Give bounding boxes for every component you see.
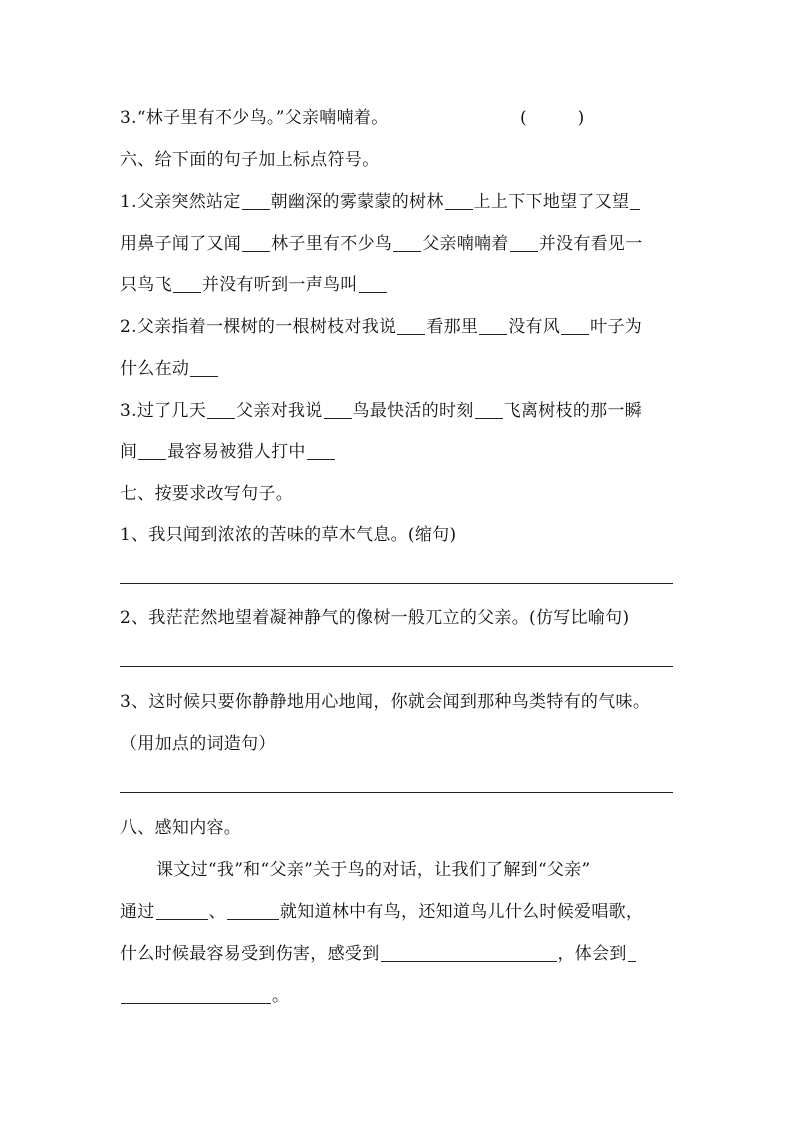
s1-text-9: 并没有听到一声鸟叫 <box>201 275 358 295</box>
s1-text-7: 并没有看见一 <box>538 234 643 254</box>
s7-q3-line2: （用加点的词造句） <box>120 734 276 754</box>
punct-blank[interactable] <box>324 400 352 419</box>
s2-line2 <box>120 357 219 381</box>
s2-text-1: 2.父亲指着一棵树的一根树枝对我说 <box>120 317 397 337</box>
section6-title: 六、给下面的句子加上标点符号。 <box>120 150 380 170</box>
section7-title: 七、按要求改写句子。 <box>120 484 293 504</box>
s3-text-5: 间 <box>120 442 138 462</box>
q3-judge-line <box>120 106 389 130</box>
answer-line-2[interactable] <box>120 666 673 667</box>
fill-blank[interactable] <box>156 901 208 920</box>
s8-sep: 、 <box>208 902 226 922</box>
punct-blank[interactable] <box>173 274 201 293</box>
s8-line2 <box>120 900 643 924</box>
s2-line1 <box>120 315 642 339</box>
s7-q2: 2、我茫茫然地望着凝神静气的像树一般兀立的父亲。(仿写比喻句) <box>120 608 630 628</box>
s8-text-c: 什么时候最容易受到伤害，感受到 <box>120 944 380 964</box>
punct-blank[interactable] <box>479 316 507 335</box>
s1-text-2: 朝幽深的雾蒙蒙的树林 <box>270 192 444 212</box>
punct-blank[interactable] <box>242 233 270 252</box>
fill-blank[interactable] <box>121 985 271 1004</box>
s1-text-1: 1.父亲突然站定 <box>120 192 241 212</box>
punct-blank[interactable] <box>190 358 218 377</box>
s3-text-4: 飞离树枝的那一瞬 <box>503 401 643 421</box>
s2-text-3: 没有风 <box>508 317 561 337</box>
punct-blank[interactable] <box>207 400 235 419</box>
s8-line4 <box>120 984 289 1008</box>
punct-blank[interactable] <box>307 441 335 460</box>
s3-text-3: 鸟最快活的时刻 <box>352 401 474 421</box>
fill-blank[interactable] <box>227 901 279 920</box>
punct-blank[interactable] <box>393 233 421 252</box>
s8-line1: 课文过“我”和“父亲”关于鸟的对话，让我们了解到“父亲” <box>156 860 591 880</box>
fill-blank[interactable] <box>628 943 636 962</box>
s3-line1 <box>120 399 642 423</box>
s3-line2 <box>120 440 336 464</box>
section8-title: 八、感知内容。 <box>120 818 242 838</box>
punct-blank[interactable] <box>630 191 640 210</box>
s1-text-4: 用鼻子闻了又闻 <box>120 234 242 254</box>
s3-text-1: 3.过了几天 <box>120 401 207 421</box>
punct-blank[interactable] <box>561 316 589 335</box>
answer-line-3[interactable] <box>120 792 673 793</box>
s7-q1: 1、我只闻到浓浓的苦味的草木气息。(缩句) <box>120 525 457 545</box>
punct-blank[interactable] <box>138 441 166 460</box>
s8-text-d: ，体会到 <box>557 944 627 964</box>
punct-blank[interactable] <box>359 274 387 293</box>
answer-line-1[interactable] <box>120 583 673 584</box>
s1-text-8: 只鸟飞 <box>120 275 172 295</box>
s3-text-6: 最容易被猎人打中 <box>167 442 306 462</box>
s2-text-5: 什么在动 <box>120 359 190 379</box>
q3-judge-text: 3.“林子里有不少鸟。”父亲喃喃着。 <box>120 108 389 128</box>
s8-text-a: 通过 <box>120 902 155 922</box>
punct-blank[interactable] <box>510 233 538 252</box>
punct-blank[interactable] <box>445 191 473 210</box>
punct-blank[interactable] <box>242 191 270 210</box>
s1-text-3: 上上下下地望了又望 <box>473 192 630 212</box>
s8-line3 <box>120 942 637 966</box>
fill-blank[interactable] <box>381 943 557 962</box>
punct-blank[interactable] <box>475 400 503 419</box>
s8-text-b: 就知道林中有鸟，还知道鸟儿什么时候爱唱歌， <box>279 902 644 922</box>
s8-end: 。 <box>272 986 290 1006</box>
s1-line3 <box>120 273 388 297</box>
s1-text-6: 父亲喃喃着 <box>422 234 509 254</box>
s2-text-2: 看那里 <box>426 317 479 337</box>
punct-blank[interactable] <box>397 316 425 335</box>
s2-text-4: 叶子为 <box>590 317 643 337</box>
s1-text-5: 林子里有不少鸟 <box>271 234 393 254</box>
s1-line2 <box>120 232 643 256</box>
s7-q3-line1: 3、这时候只要你静静地用心地闻，你就会闻到那种鸟类特有的气味。 <box>120 692 651 712</box>
s1-line1 <box>120 190 641 214</box>
answer-parentheses[interactable]: ( ) <box>520 108 585 128</box>
s3-text-2: 父亲对我说 <box>236 401 323 421</box>
